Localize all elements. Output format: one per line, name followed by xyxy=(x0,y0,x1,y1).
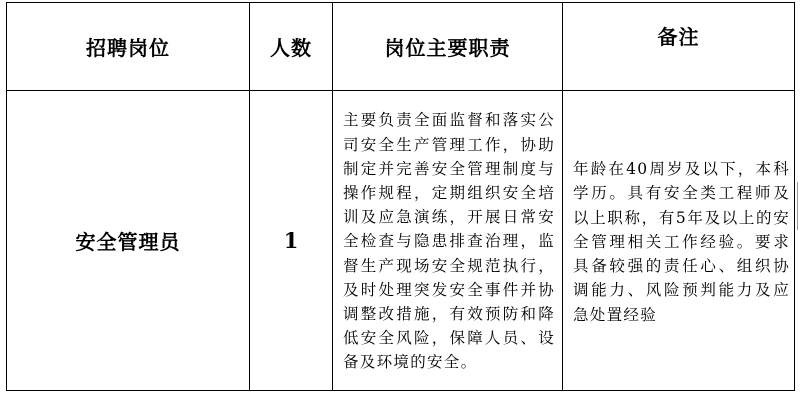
header-remarks: 备注 xyxy=(657,25,700,49)
position-duties: 主要负责全面监督和落实公司安全生产管理工作，协助制定并完善安全管理制度与操作规程，定期组织安全培训及应急演练，开展日常安全检查与隐患排查治理，监督生产现场安全规范执行，及时处理突发安全事件并协调整改措施，有效预防和降低安全风险，保障人员、设备及环境的安全。 xyxy=(333,91,563,391)
header-count: 人数 xyxy=(250,3,333,91)
position-name: 安全管理员 xyxy=(7,91,250,391)
position-remarks: 年龄在40周岁及以下，本科学历。具有安全类工程师及以上职称，有5年及以上的安全管理相关工作经验。要求具备较强的责任心、组织协调能力、风险预判能力及应急处置经验 xyxy=(563,91,795,391)
header-duties: 岗位主要职责 xyxy=(333,3,563,91)
recruitment-table xyxy=(6,2,795,391)
header-position: 招聘岗位 xyxy=(7,3,250,91)
table-header-row xyxy=(7,3,795,91)
position-count: 1 xyxy=(250,91,333,391)
header-remarks-cell xyxy=(563,3,795,91)
table-row xyxy=(7,91,795,391)
page-edge-mark xyxy=(797,182,802,230)
